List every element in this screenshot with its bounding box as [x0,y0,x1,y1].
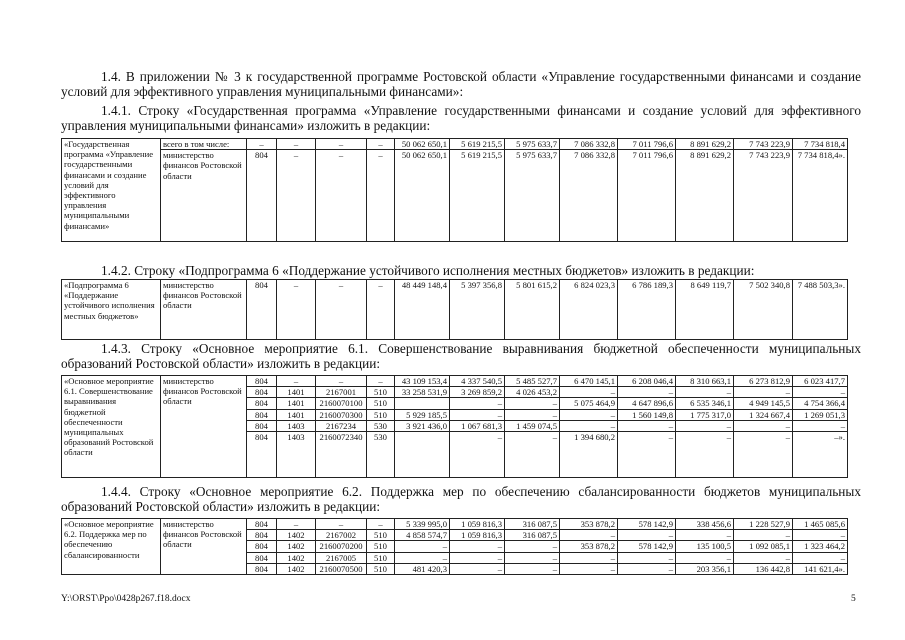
rzpr-cell: 1403 [277,432,316,478]
executor-cell: министерство финансов Ростовской области [161,280,247,340]
amount-cell: 316 087,5 [505,530,560,541]
amount-cell: – [793,552,848,563]
amount-cell: 6 273 812,9 [734,376,793,387]
amount-cell: – [618,420,676,431]
paragraph-1-4-4 [61,484,861,514]
amount-cell: 8 310 663,1 [676,376,734,387]
table-row [62,150,848,242]
amount-cell: – [618,552,676,563]
row-name-cell: «Подпрограмма 6 «Поддержание устойчивого исполнения местных бюджетов» [62,280,161,340]
rzpr-cell: – [277,139,316,150]
paragraph-1-4-4-text: 1.4.4. Строку «Основное мероприятие 6.2. Поддержка мер по обеспечению сбалансированности бюджетов муниципальных образований Ростовской области» изложить в редакции: [61,484,861,514]
amount-cell: – [734,387,793,398]
amount-cell: – [505,398,560,409]
paragraph-1-4-1-text: 1.4.1. Строку «Государственная программа «Управление государственными финансами и создание условий для эффективного управления муниципальными финансами» изложить в редакции: [61,103,861,133]
vr-cell: 510 [367,387,395,398]
amount-cell: 136 442,8 [734,563,793,574]
grbs-cell: 804 [247,280,277,340]
vr-cell: 530 [367,432,395,478]
amount-cell: 7 743 223,9 [734,150,793,242]
amount-cell: 33 258 531,9 [395,387,450,398]
csr-cell: – [316,150,367,242]
amount-cell: 5 619 215,5 [450,139,505,150]
vr-cell: 510 [367,398,395,409]
amount-cell: 1 092 085,1 [734,541,793,552]
rzpr-cell: 1401 [277,409,316,420]
amount-cell: 1 228 527,9 [734,519,793,530]
amount-cell: 6 535 346,1 [676,398,734,409]
paragraph-1-4 [61,69,861,99]
amount-cell: 353 878,2 [560,541,618,552]
amount-cell: – [395,541,450,552]
paragraph-1-4-2-text: 1.4.2. Строку «Подпрограмма 6 «Поддержание устойчивого исполнения местных бюджетов» изложить в редакции: [101,263,755,278]
amount-cell [395,432,450,478]
table-meropriyatie-6-1 [61,375,848,478]
rzpr-cell: – [277,150,316,242]
footer-file-path: Y:\ORST\Ppo\0428p267.f18.docx [61,594,191,604]
amount-cell: 4 026 453,2 [505,387,560,398]
grbs-cell: 804 [247,376,277,387]
amount-cell: 1 067 681,3 [450,420,505,431]
amount-cell: – [560,420,618,431]
amount-cell: 8 891 629,2 [676,139,734,150]
paragraph-1-4-1 [61,103,861,133]
amount-cell: 7 011 796,6 [618,139,676,150]
amount-cell: 3 921 436,0 [395,420,450,431]
amount-cell: – [793,530,848,541]
paragraph-1-4-3 [61,341,861,371]
row-name-cell: «Государственная программа «Управление государственными финансами и создание условий для эффективного управления муниципальными финансами» [62,139,161,242]
vr-cell: – [367,280,395,340]
vr-cell: – [367,150,395,242]
rzpr-cell: – [277,280,316,340]
csr-cell: – [316,519,367,530]
executor-cell: министерство финансов Ростовской области [161,519,247,575]
amount-cell: 4 949 145,5 [734,398,793,409]
amount-cell: 43 109 153,4 [395,376,450,387]
amount-cell: – [618,387,676,398]
amount-cell: – [618,530,676,541]
vr-cell: – [367,139,395,150]
amount-cell: 353 878,2 [560,519,618,530]
amount-cell: 3 269 859,2 [450,387,505,398]
table-row [62,139,848,150]
vr-cell: 530 [367,420,395,431]
rzpr-cell: 1402 [277,563,316,574]
grbs-cell: 804 [247,420,277,431]
amount-cell: 5 397 356,8 [450,280,505,340]
amount-cell: –». [793,432,848,478]
amount-cell: – [450,563,505,574]
amount-cell: 1 465 085,6 [793,519,848,530]
grbs-cell: 804 [247,398,277,409]
amount-cell: – [793,420,848,431]
amount-cell: 141 621,4». [793,563,848,574]
amount-cell: 1 324 667,4 [734,409,793,420]
amount-cell: 4 754 366,4 [793,398,848,409]
amount-cell: 8 891 629,2 [676,150,734,242]
csr-cell: – [316,280,367,340]
grbs-cell: 804 [247,387,277,398]
paragraph-1-4-2 [61,263,861,278]
amount-cell: – [450,432,505,478]
amount-cell: – [676,530,734,541]
amount-cell: 7 734 818,4 [793,139,848,150]
amount-cell: – [618,563,676,574]
csr-cell: 2167001 [316,387,367,398]
amount-cell: 135 100,5 [676,541,734,552]
page-number: 5 [851,594,856,604]
vr-cell: 510 [367,563,395,574]
amount-cell: – [505,563,560,574]
amount-cell: 1 059 816,3 [450,530,505,541]
csr-cell: – [316,139,367,150]
grbs-cell: 804 [247,552,277,563]
amount-cell: 1 394 680,2 [560,432,618,478]
csr-cell: 2167234 [316,420,367,431]
amount-cell: 1 059 816,3 [450,519,505,530]
amount-cell: 6 470 145,1 [560,376,618,387]
amount-cell: 48 449 148,4 [395,280,450,340]
executor-cell: министерство финансов Ростовской области [161,376,247,478]
amount-cell: 5 619 215,5 [450,150,505,242]
amount-cell: – [505,541,560,552]
amount-cell: – [450,398,505,409]
row-name-cell: «Основное мероприятие 6.2. Поддержка мер по обеспечению сбалансированности [62,519,161,575]
amount-cell: 203 356,1 [676,563,734,574]
table-podprogramma-6 [61,279,848,340]
amount-cell: 7 086 332,8 [560,150,618,242]
grbs-cell: 804 [247,432,277,478]
amount-cell: – [734,420,793,431]
amount-cell: 5 929 185,5 [395,409,450,420]
amount-cell: – [734,530,793,541]
csr-cell: 2160070200 [316,541,367,552]
amount-cell: 338 456,6 [676,519,734,530]
rzpr-cell: 1403 [277,420,316,431]
amount-cell: 8 649 119,7 [676,280,734,340]
csr-cell: 2160070500 [316,563,367,574]
amount-cell: 50 062 650,1 [395,150,450,242]
amount-cell: 6 786 189,3 [618,280,676,340]
amount-cell: 7 743 223,9 [734,139,793,150]
amount-cell: 4 647 896,6 [618,398,676,409]
amount-cell: 5 801 615,2 [505,280,560,340]
amount-cell: 1 775 317,0 [676,409,734,420]
vr-cell: – [367,519,395,530]
table-row [62,519,848,530]
amount-cell: 5 075 464,9 [560,398,618,409]
amount-cell: 1 459 074,5 [505,420,560,431]
grbs-cell: 804 [247,530,277,541]
amount-cell: – [450,541,505,552]
amount-cell: – [395,552,450,563]
amount-cell: – [505,552,560,563]
amount-cell: – [734,432,793,478]
grbs-cell: 804 [247,409,277,420]
grbs-cell: 804 [247,150,277,242]
amount-cell: 6 208 046,4 [618,376,676,387]
amount-cell: 5 975 633,7 [505,150,560,242]
amount-cell: 1 560 149,8 [618,409,676,420]
grbs-cell: 804 [247,519,277,530]
vr-cell: 510 [367,409,395,420]
executor-cell: министерство финансов Ростовской области [161,150,247,242]
csr-cell: – [316,376,367,387]
amount-cell: – [676,387,734,398]
amount-cell: – [676,552,734,563]
amount-cell: – [793,387,848,398]
csr-cell: 2167005 [316,552,367,563]
amount-cell: 7 502 340,8 [734,280,793,340]
amount-cell: – [618,432,676,478]
vr-cell: 510 [367,552,395,563]
amount-cell: 316 087,5 [505,519,560,530]
amount-cell: – [560,530,618,541]
grbs-cell: 804 [247,563,277,574]
amount-cell: – [560,409,618,420]
amount-cell: 5 485 527,7 [505,376,560,387]
table-row [62,280,848,340]
amount-cell: 6 824 023,3 [560,280,618,340]
amount-cell: 578 142,9 [618,519,676,530]
rzpr-cell: 1401 [277,398,316,409]
paragraph-1-4-3-text: 1.4.3. Строку «Основное мероприятие 6.1. Совершенствование выравнивания бюджетной обеспеченности муниципальных образований Ростовской области» изложить в редакции: [61,341,861,371]
rzpr-cell: – [277,519,316,530]
rzpr-cell: – [277,376,316,387]
amount-cell: – [450,409,505,420]
vr-cell: 510 [367,541,395,552]
paragraph-1-4-text: 1.4. В приложении № 3 к государственной программе Ростовской области «Управление государственными финансами и создание условий для эффективного управления муниципальными финансами»: [61,69,861,99]
amount-cell: 578 142,9 [618,541,676,552]
rzpr-cell: 1402 [277,552,316,563]
amount-cell: – [560,563,618,574]
csr-cell: 2160072340 [316,432,367,478]
amount-cell: – [676,432,734,478]
amount-cell: – [734,552,793,563]
amount-cell: – [505,432,560,478]
amount-cell: 50 062 650,1 [395,139,450,150]
amount-cell: 7 011 796,6 [618,150,676,242]
amount-cell: 7 086 332,8 [560,139,618,150]
executor-cell: всего в том числе: [161,139,247,150]
amount-cell [395,398,450,409]
amount-cell: – [560,387,618,398]
amount-cell: 1 323 464,2 [793,541,848,552]
csr-cell: 2160070300 [316,409,367,420]
amount-cell: 5 975 633,7 [505,139,560,150]
rzpr-cell: 1402 [277,530,316,541]
rzpr-cell: 1402 [277,541,316,552]
amount-cell: – [676,420,734,431]
grbs-cell: – [247,139,277,150]
amount-cell: 7 488 503,3». [793,280,848,340]
csr-cell: 2167002 [316,530,367,541]
amount-cell: – [505,409,560,420]
table-meropriyatie-6-2 [61,518,848,575]
vr-cell: 510 [367,530,395,541]
table-gosprogramma [61,138,848,242]
amount-cell: – [450,552,505,563]
grbs-cell: 804 [247,541,277,552]
csr-cell: 2160070100 [316,398,367,409]
amount-cell: 5 339 995,0 [395,519,450,530]
amount-cell: 4 858 574,7 [395,530,450,541]
amount-cell: 6 023 417,7 [793,376,848,387]
rzpr-cell: 1401 [277,387,316,398]
amount-cell: 4 337 540,5 [450,376,505,387]
amount-cell: 1 269 051,3 [793,409,848,420]
table-row [62,376,848,387]
amount-cell: 481 420,3 [395,563,450,574]
amount-cell: – [560,552,618,563]
amount-cell: 7 734 818,4». [793,150,848,242]
vr-cell: – [367,376,395,387]
row-name-cell: «Основное мероприятие 6.1. Совершенствование выравнивания бюджетной обеспеченности муниципальных образований Ростовской области [62,376,161,478]
